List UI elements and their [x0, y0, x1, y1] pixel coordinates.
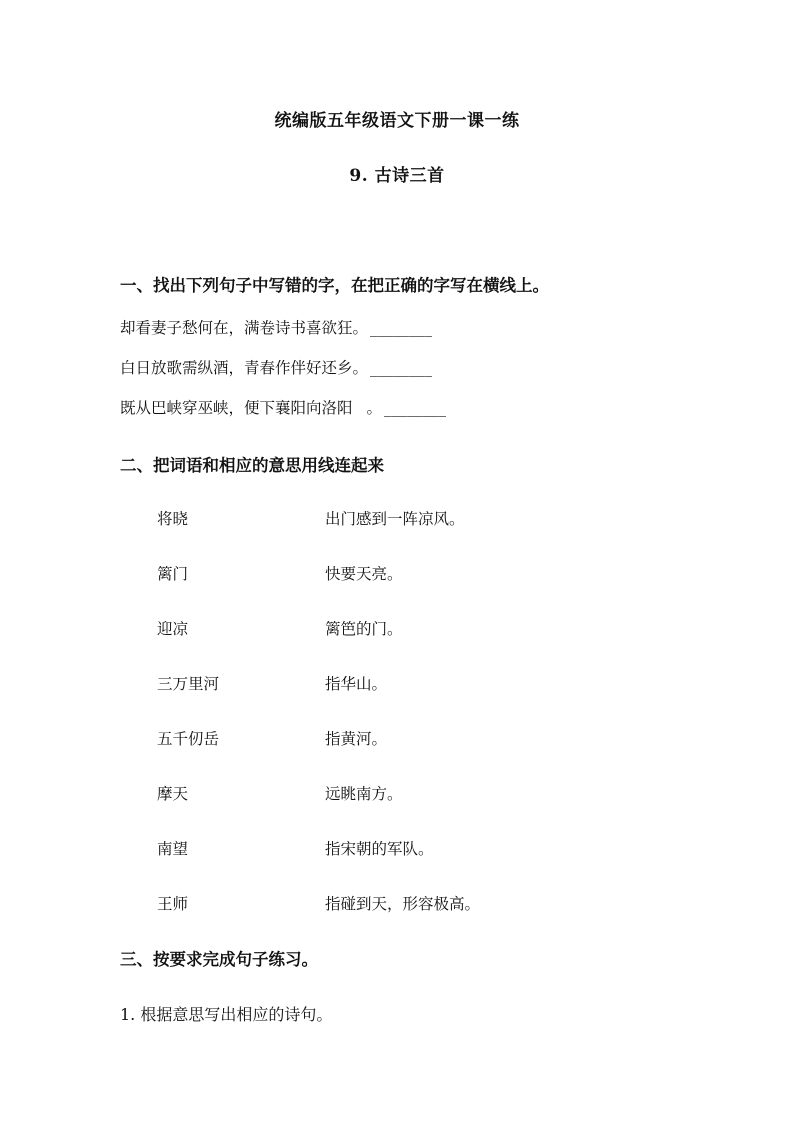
sentence-1 [120, 316, 432, 338]
section-3-heading: 三、按要求完成句子练习。 [120, 950, 318, 969]
sentence-3 [120, 396, 446, 418]
match-word: 摩天 [157, 785, 189, 803]
match-word: 王师 [157, 895, 189, 913]
sentence-2 [120, 356, 432, 378]
document-title: 统编版五年级语文下册一课一练 [274, 111, 520, 131]
match-word: 将晓 [157, 510, 189, 528]
match-meaning: 篱笆的门。 [325, 620, 403, 638]
match-meaning: 远眺南方。 [325, 785, 403, 803]
match-word: 篱门 [157, 565, 189, 583]
match-word: 五千仞岳 [157, 730, 220, 748]
match-word: 南望 [157, 840, 189, 858]
sentence-3-text: 既从巴峡穿巫峡，便下襄阳向洛阳 [120, 399, 353, 417]
match-meaning: 指黄河。 [325, 730, 388, 748]
match-meaning: 出门感到一阵凉风。 [325, 510, 465, 528]
lesson-title: 9. 古诗三首 [349, 166, 445, 186]
match-word: 三万里河 [157, 675, 220, 693]
sentence-2-blank: ________ [370, 359, 433, 377]
match-meaning: 指碰到天，形容极高。 [325, 895, 481, 913]
sentence-1-text: 却看妻子愁何在，满卷诗书喜欲狂。 [120, 319, 369, 337]
section-3-item-1: 1. 根据意思写出相应的诗句。 [120, 1005, 333, 1024]
match-meaning: 指宋朝的军队。 [325, 840, 434, 858]
sentence-3-tail: 。 [366, 399, 383, 417]
match-meaning: 快要天亮。 [325, 565, 403, 583]
match-word: 迎凉 [157, 620, 189, 638]
section-1-heading: 一、找出下列句子中写错的字，在把正确的字写在横线上。 [120, 276, 549, 295]
sentence-1-blank: ________ [370, 319, 433, 337]
sentence-3-blank: ________ [384, 399, 447, 417]
match-meaning: 指华山。 [325, 675, 388, 693]
sentence-2-text: 白日放歌需纵酒，青春作伴好还乡。 [120, 359, 369, 377]
section-2-heading: 二、把词语和相应的意思用线连起来 [120, 456, 384, 475]
